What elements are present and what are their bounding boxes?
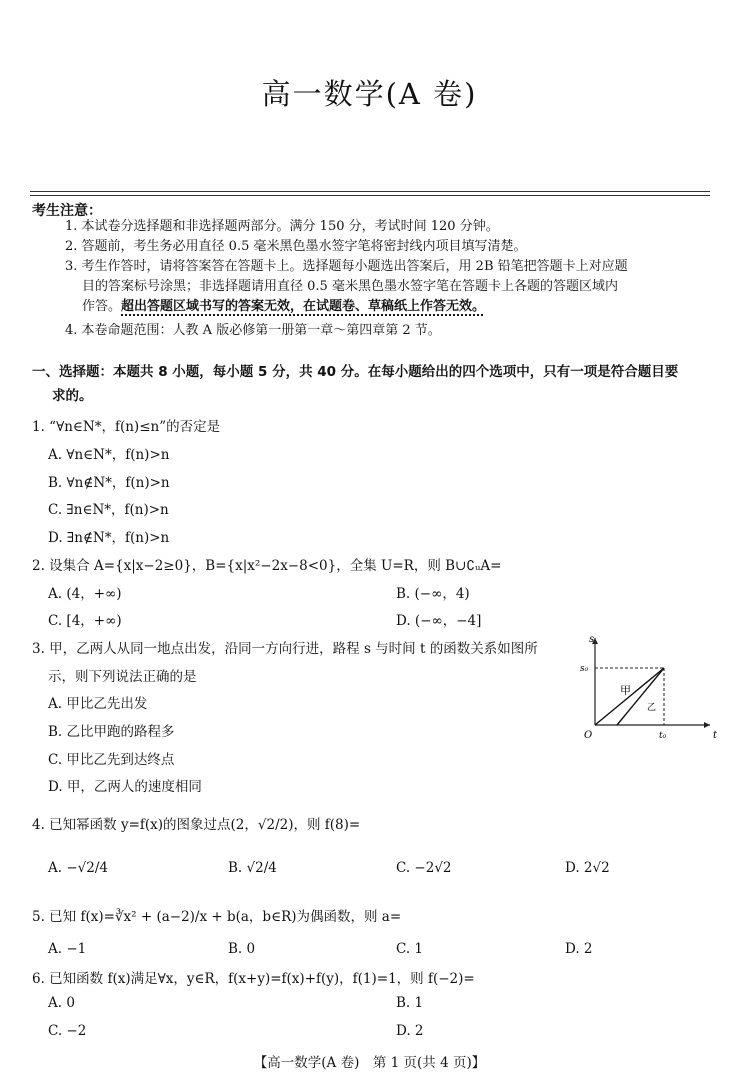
q2-option-c: C. [4，+∞) — [48, 613, 122, 629]
q3-option-d: D. 甲，乙两人的速度相同 — [48, 779, 202, 795]
notice-heading: 考生注意： — [32, 203, 102, 219]
y-axis-label: s — [589, 634, 595, 645]
notice-emphasis: 超出答题区域书写的答案无效，在试题卷、草稿纸上作答无效。 — [121, 299, 486, 314]
notice-item: 1. 本试卷分选择题和非选择题两部分。满分 150 分，考试时间 120 分钟。 — [65, 219, 499, 234]
q3-graph — [580, 630, 720, 745]
q1-stem: 1. “∀n∈N*，f(n)≤n”的否定是 — [32, 419, 221, 435]
x-axis-label: t — [713, 730, 718, 741]
yi-label: 乙 — [647, 703, 657, 713]
q3-option-b: B. 乙比甲跑的路程多 — [48, 724, 175, 740]
origin-label: O — [584, 730, 593, 741]
q4-option-a: A. −√2/4 — [48, 860, 108, 876]
q6-option-a: A. 0 — [48, 995, 75, 1011]
divider-top — [30, 191, 710, 192]
q5-option-a: A. −1 — [48, 941, 87, 957]
q4-option-c: C. −2√2 — [396, 860, 452, 876]
q5-stem: 5. 已知 f(x)=∛x² + (a−2)/x + b(a，b∈R)为偶函数，则 a= — [32, 909, 402, 925]
notice-item-prefix: 作答。 — [82, 299, 122, 314]
s0-label: s₀ — [580, 664, 589, 674]
page-title: 高一数学(A 卷) — [261, 77, 478, 111]
q2-option-b: B. (−∞，4) — [396, 586, 470, 602]
q3-stem-cont: 示，则下列说法正确的是 — [48, 669, 197, 685]
x-axis-arrow — [704, 722, 710, 728]
q4-option-d: D. 2√2 — [565, 860, 610, 876]
notice-item: 4. 本卷命题范围：人教 A 版必修第一册第一章～第四章第 2 节。 — [65, 323, 441, 338]
q5-option-d: D. 2 — [565, 941, 593, 957]
section-heading-cont: 求的。 — [52, 388, 93, 404]
q4-option-b: B. √2/4 — [228, 860, 277, 876]
notice-item: 2. 答题前，考生务必用直径 0.5 毫米黑色墨水签字笔将密封线内项目填写清楚。 — [65, 239, 527, 254]
q2-option-a: A. (4，+∞) — [48, 586, 122, 602]
q1-option-a: A. ∀n∈N*，f(n)>n — [48, 447, 170, 463]
q3-option-a: A. 甲比乙先出发 — [48, 696, 148, 712]
divider-bottom — [30, 195, 710, 196]
q4-stem: 4. 已知幂函数 y=f(x)的图象过点(2，√2/2)，则 f(8)= — [32, 817, 361, 833]
q3-stem: 3. 甲，乙两人从同一地点出发，沿同一方向行进，路程 s 与时间 t 的函数关系如图所 — [32, 641, 538, 657]
t0-label: t₀ — [659, 731, 667, 741]
q6-stem: 6. 已知函数 f(x)满足∀x，y∈R，f(x+y)=f(x)+f(y)，f(1)=1，则 f(−2)= — [32, 971, 475, 987]
q6-option-c: C. −2 — [48, 1023, 87, 1039]
q2-stem: 2. 设集合 A={x|x−2≥0}，B={x|x²−2x−8<0}，全集 U=R，则 B∪∁ᵤA= — [32, 558, 502, 574]
q5-option-c: C. 1 — [396, 941, 424, 957]
q1-option-b: B. ∀n∉N*，f(n)>n — [48, 475, 170, 491]
notice-item: 3. 考生作答时，请将答案答在答题卡上。选择题每小题选出答案后，用 2B 铅笔把答题卡上对应题 — [65, 259, 628, 274]
notice-item — [82, 298, 485, 316]
page-footer: 【高一数学(A 卷) 第 1 页(共 4 页)】 — [253, 1055, 486, 1071]
q6-option-b: B. 1 — [396, 995, 424, 1011]
q5-option-b: B. 0 — [228, 941, 256, 957]
q6-option-d: D. 2 — [396, 1023, 424, 1039]
jia-label: 甲 — [620, 684, 631, 697]
q3-option-c: C. 甲比乙先到达终点 — [48, 752, 175, 768]
notice-item: 目的答案标号涂黑；非选择题请用直径 0.5 毫米黑色墨水签字笔在答题卡上各题的答题区域内 — [82, 279, 618, 294]
q2-option-d: D. (−∞，−4] — [396, 613, 482, 629]
section-heading: 一、选择题：本题共 8 小题，每小题 5 分，共 40 分。在每小题给出的四个选项中，只有一项是符合题目要 — [32, 364, 679, 380]
q1-option-d: D. ∃n∉N*，f(n)>n — [48, 530, 170, 546]
q1-option-c: C. ∃n∈N*，f(n)>n — [48, 502, 169, 518]
